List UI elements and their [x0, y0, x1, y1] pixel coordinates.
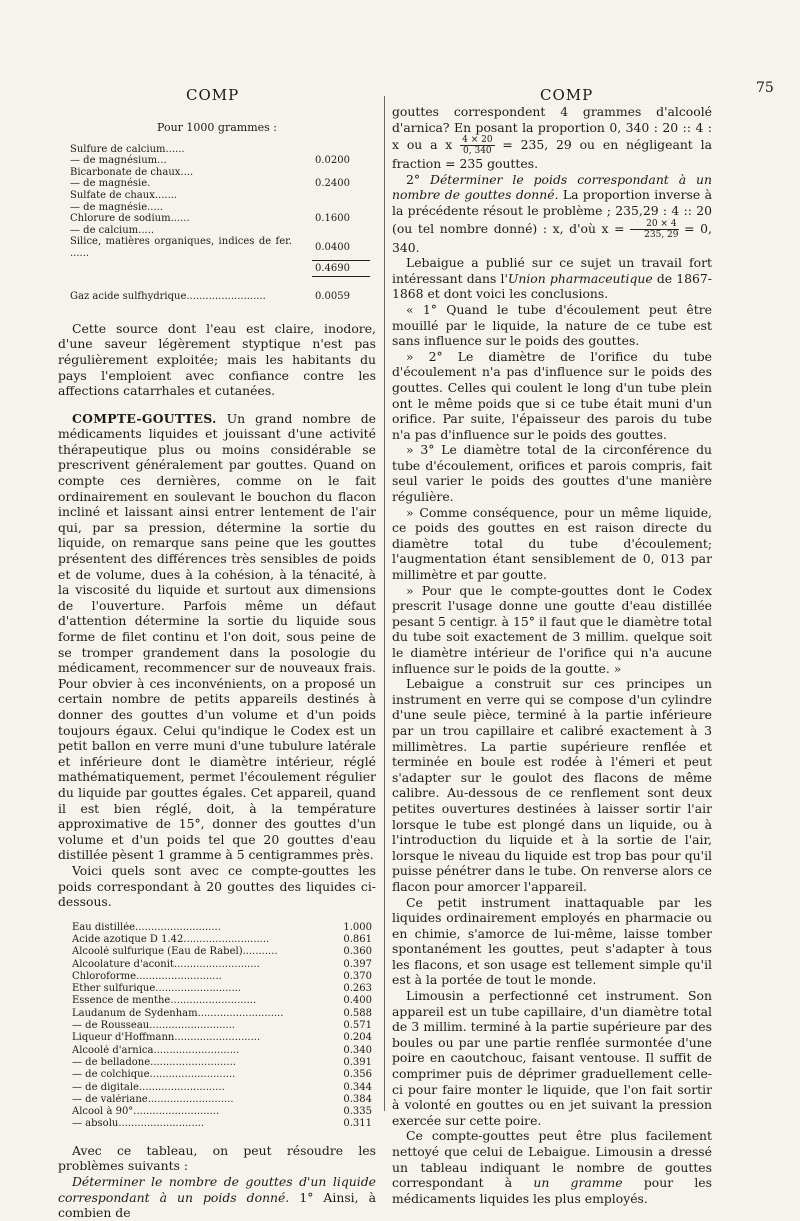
composition-name: Sulfate de chaux.......	[70, 189, 178, 201]
composition-name: — de magnésie.....	[70, 201, 164, 213]
paragraph-compte-gouttes	[58, 411, 376, 863]
fraction-2	[630, 219, 678, 240]
column-divider	[384, 96, 385, 1111]
composition-value	[292, 190, 370, 202]
liquid-name: — de colchique...........................	[72, 1069, 236, 1081]
paragraph-problem-2	[392, 172, 712, 255]
left-running-head: COMP	[186, 86, 240, 104]
limousin-italic: un gramme	[533, 1175, 623, 1191]
liquid-row	[72, 1082, 372, 1094]
right-running-head: COMP	[540, 86, 594, 104]
liquid-name: Ether sulfurique...........................	[72, 983, 242, 995]
composition-value	[292, 202, 370, 214]
right-column	[392, 104, 712, 1206]
liquid-name: Alcool à 90°...........................	[72, 1106, 220, 1118]
liquid-weight: 0.571	[343, 1020, 372, 1032]
liquid-row	[72, 934, 372, 946]
composition-row	[70, 213, 370, 225]
liquid-weight: 0.311	[343, 1118, 372, 1130]
composition-title: Pour 1000 grammes :	[157, 121, 277, 134]
liquid-row	[72, 1008, 372, 1020]
conclusion-5: » Pour que le compte-gouttes dont le Codex prescrit l'usage donne une goutte d'eau distillée pesant 5 centigr. à 15° il faut que le diamètre total du tube soit exactement de 3 millim. quelque soit le diamètre intérieur de l'orifice qui n'a aucune influence sur le poids de la goutte. »	[392, 582, 712, 676]
composition-value: 0.1600	[315, 213, 350, 225]
liquid-name: Alcoolature d'aconit...........................	[72, 958, 260, 970]
composition-row	[70, 225, 370, 237]
composition-row	[70, 167, 370, 179]
liquid-row	[72, 922, 372, 934]
liquid-name: Chloroforme...........................	[72, 970, 222, 982]
composition-value: 0.2400	[315, 178, 350, 190]
liquid-row	[72, 1069, 372, 1081]
lebaigue-intro-a: Lebaigue a publié sur ce sujet un travail fort intéressant dans l'	[392, 255, 712, 286]
liquid-weight: 0.335	[343, 1106, 372, 1118]
limousin-text-a: Ce compte-gouttes peut être plus facilement nettoyé que celui de Lebaigue. Limousin a dressé un tableau indiquant le nombre de gouttes correspondant à	[392, 1128, 712, 1191]
liquid-row	[72, 1094, 372, 1106]
liquid-name: — de belladone...........................	[72, 1056, 236, 1068]
gas-value: 0.0059	[315, 291, 350, 303]
liquid-weight: 0.344	[343, 1081, 372, 1093]
paragraph-lebaigue-instrument: Lebaigue a construit sur ces principes un instrument en verre qui se compose d'un cylindre d'une seule pièce, terminé à la partie inférieure par un trou capillaire et calibré exactement à 3 millimètres. La partie supérieure renflée et terminée en boule est rodée à l'émeri et peut s'adapter sur le goulot des flacons de même calibre. Au-dessous de ce renflement sont deux petites ouvertures destinées à laisser sortir l'air lorsque le tube est plongé dans un liquide, ou à l'introduction du liquide et à la sortie de l'air, lorsque le niveau du liquide est trop bas pour qu'il puisse pénétrer dans le tube. On renverse alors ce flacon pour amorcer l'appareil.	[392, 676, 712, 894]
problem-2-result: = 0, 340.	[392, 220, 712, 255]
paragraph-limousin: Limousin a perfectionné cet instrument. Son appareil est un tube capillaire, d'un diamètre total de 3 millim. terminé à la partie supérieure par des boules ou par une partie renflée surmontée d'une poire en caoutchouc, faisant ventouse. Il suffit de comprimer puis de déprimer graduellement celle-ci pour faire monter le liquide, que l'on fait sortir à volonté en gouttes ou en jet suivant la pression exercée sur cette poire.	[392, 988, 712, 1128]
liquid-weight: 0.861	[343, 933, 372, 945]
problem-1-title: Déterminer le nombre de gouttes d'un liquide correspondant à un poids donné.	[58, 1173, 376, 1205]
composition-name: Sulfure de calcium......	[70, 143, 185, 155]
paragraph-avec: Avec ce tableau, on peut résoudre les problèmes suivants :	[58, 1142, 376, 1174]
liquid-name: — de Rousseau...........................	[72, 1020, 236, 1032]
paragraph-proportion	[392, 104, 712, 172]
liquid-name: Liqueur d'Hoffmann...........................	[72, 1032, 261, 1044]
liquid-name: — de digitale...........................	[72, 1081, 225, 1093]
liquid-weight: 0.340	[343, 1044, 372, 1056]
composition-row	[70, 236, 370, 259]
liquid-weight: 1.000	[343, 921, 372, 933]
liquid-weight: 0.370	[343, 970, 372, 982]
composition-name: Chlorure de sodium......	[70, 213, 190, 225]
composition-value	[292, 225, 370, 237]
liquids-table	[72, 922, 372, 1131]
problem-2-lead: 2°	[406, 171, 431, 187]
liquid-row	[72, 1045, 372, 1057]
composition-value	[292, 144, 370, 156]
fraction-2-numerator: 20 × 4	[630, 219, 678, 230]
liquid-row	[72, 995, 372, 1007]
problem-1-text: 1° Ainsi, à combien de	[58, 1189, 376, 1221]
fraction-1-denominator: 0, 340	[463, 146, 492, 157]
liquid-name: Eau distillée...........................	[72, 921, 221, 933]
conclusion-1: « 1° Quand le tube d'écoulement peut être mouillé par le liquide, la nature de ce tube est sans influence sur le poids des gouttes.	[392, 301, 712, 349]
composition-value: 0.0200	[315, 155, 350, 167]
composition-name: — de magnésie.	[70, 178, 151, 190]
paragraph-lebaigue-intro	[392, 255, 712, 302]
composition-row	[70, 178, 370, 190]
liquid-weight: 0.360	[343, 946, 372, 958]
paragraph-source: Cette source dont l'eau est claire, inodore, d'une saveur légèrement styptique n'est pas régulièrement exploitée; mais les habitants du pays l'emploient avec confiance contre les affections catarrhales et cutanées.	[58, 320, 376, 399]
fraction-1	[460, 135, 494, 156]
fraction-1-numerator: 4 × 20	[462, 135, 493, 146]
liquid-weight: 0.356	[343, 1069, 372, 1081]
composition-row	[70, 202, 370, 214]
liquid-weight: 0.263	[343, 983, 372, 995]
liquid-name: Alcoolé sulfurique (Eau de Rabel)...........	[72, 946, 278, 958]
liquid-name: Acide azotique D 1.42...........................	[72, 933, 270, 945]
liquid-row	[72, 959, 372, 971]
composition-row	[70, 190, 370, 202]
conclusion-4: » Comme conséquence, pour un même liquide, ce poids des gouttes en est raison directe du diamètre total du tube d'écoulement; l'augmentation étant sensiblement de 0, 013 par millimètre et par goutte.	[392, 504, 712, 583]
liquid-row	[72, 1020, 372, 1032]
proportion-result: = 235, 29 ou en négligeant la fraction = 235 gouttes.	[392, 137, 712, 172]
liquid-row	[72, 1032, 372, 1044]
left-column	[58, 116, 376, 1221]
liquid-row	[72, 1057, 372, 1069]
paragraph-voici: Voici quels sont avec ce compte-gouttes les poids correspondant à 20 gouttes des liquides ci-dessous.	[58, 862, 376, 910]
liquid-row	[72, 983, 372, 995]
proportion-text: gouttes correspondent 4 grammes d'alcoolé d'arnica? En posant la proportion 0, 340 : 20 :: 4 : x ou a x	[392, 104, 712, 153]
limousin-text-b: pour les médicaments liquides les plus employés.	[392, 1175, 712, 1206]
liquid-row	[72, 946, 372, 958]
gas-name: Gaz acide sulfhydrique.........................	[70, 291, 266, 303]
fraction-2-denominator: 235, 29	[644, 229, 679, 240]
conclusion-2: » 2° Le diamètre de l'orifice du tube d'écoulement n'a pas d'influence sur le poids des gouttes. Celles qui coulent le long d'un tube plein ont le même poids que si ce tube était muni d'un orifice. Par suite, l'épaisseur des parois du tube n'a pas d'influence sur le poids des gouttes.	[392, 348, 712, 442]
paragraph-problem-1	[58, 1174, 376, 1221]
composition-total-row	[70, 260, 370, 278]
liquid-name: Laudanum de Sydenham...........................	[72, 1007, 284, 1019]
composition-row	[70, 155, 370, 167]
problem-2-title: Déterminer le poids correspondant à un nombre de gouttes donné.	[392, 171, 712, 203]
problem-2-text: La proportion inverse à la précédente résout le problème ; 235,29 : 4 :: 20 (ou tel nombre donné) : x, d'où x =	[392, 187, 712, 236]
liquid-row	[72, 971, 372, 983]
paragraph-limousin-table	[392, 1128, 712, 1206]
section-heading: COMPTE-GOUTTES.	[72, 410, 217, 426]
liquid-row	[72, 1106, 372, 1118]
liquid-weight: 0.384	[343, 1093, 372, 1105]
lebaigue-intro-b: de 1867-1868 et dont voici les conclusions.	[392, 270, 712, 302]
liquid-weight: 0.391	[343, 1056, 372, 1068]
composition-name: — de magnésium...	[70, 155, 167, 167]
composition-total: 0.4690	[312, 260, 370, 278]
page-number: 75	[756, 80, 774, 96]
composition-name: Bicarbonate de chaux....	[70, 166, 194, 178]
composition-row	[70, 144, 370, 156]
liquid-name: Essence de menthe...........................	[72, 995, 257, 1007]
conclusion-3: » 3° Le diamètre total de la circonférence du tube d'écoulement, orifices et parois compris, fait seul varier le poids des gouttes d'une manière régulière.	[392, 442, 712, 505]
composition-table	[70, 144, 370, 260]
gas-row	[70, 289, 370, 305]
paragraph-compte-gouttes-text: Un grand nombre de médicaments liquides et jouissant d'une activité thérapeutique plus ou moins considérable se prescrivent généralement par gouttes. Quand on compte ces dernières, comme on le fait ordinairement en soulevant le bouchon du flacon incliné et laissant ainsi entrer lentement de l'air qui, par sa pression, détermine la sortie du liquide, on remarque sans peine que les gouttes présentent des différences très sensibles de poids et de volume, dues à la cohésion, à la ténacité, à la viscosité du liquide et surtout aux dimensions de l'ouverture. Parfois même un défaut d'attention détermine la sortie du liquide sous forme de filet continu et l'on doit, sous peine de se tromper grandement dans la posologie du médicament, recommencer sur de nouveaux frais. Pour obvier à ces inconvénients, on a proposé un certain nombre de petits appareils destinés à donner des gouttes d'un volume et d'un poids toujours égaux. Celui qu'indique le Codex est un petit ballon en verre muni d'une tubulure latérale et inférieure dont le diamètre intérieur, réglé mathématiquement, permet l'écoulement régulier du liquide par gouttes égales. Cet appareil, quand il est bien réglé, doit, à la température approximative de 15°, donner des gouttes d'un volume et d'un poids tel que 20 gouttes d'eau distillée pèsent 1 gramme à 5 centigrammes près.	[58, 410, 376, 863]
liquid-weight: 0.588	[343, 1007, 372, 1019]
liquid-name: — absolu...........................	[72, 1118, 205, 1130]
liquid-row	[72, 1118, 372, 1130]
composition-value	[292, 167, 370, 179]
liquid-weight: 0.400	[343, 995, 372, 1007]
paragraph-instrument-use: Ce petit instrument inattaquable par les liquides ordinairement employés en pharmacie ou en chimie, s'amorce de lui-même, laisse tomber spontanément les gouttes, peut s'adapter à tous les flacons, et son usage est tellement simple qu'il est à la portée de tout le monde.	[392, 894, 712, 988]
composition-name: — de calcium.....	[70, 224, 155, 236]
liquid-name: — de valériane...........................	[72, 1093, 234, 1105]
liquid-weight: 0.204	[343, 1032, 372, 1044]
composition-value: 0.0400	[315, 242, 350, 254]
composition-name: Silice, matières organiques, indices de fer. ......	[70, 236, 292, 259]
liquid-weight: 0.397	[343, 958, 372, 970]
journal-title: Union pharmaceutique	[507, 270, 653, 286]
liquid-name: Alcoolé d'arnica...........................	[72, 1044, 240, 1056]
